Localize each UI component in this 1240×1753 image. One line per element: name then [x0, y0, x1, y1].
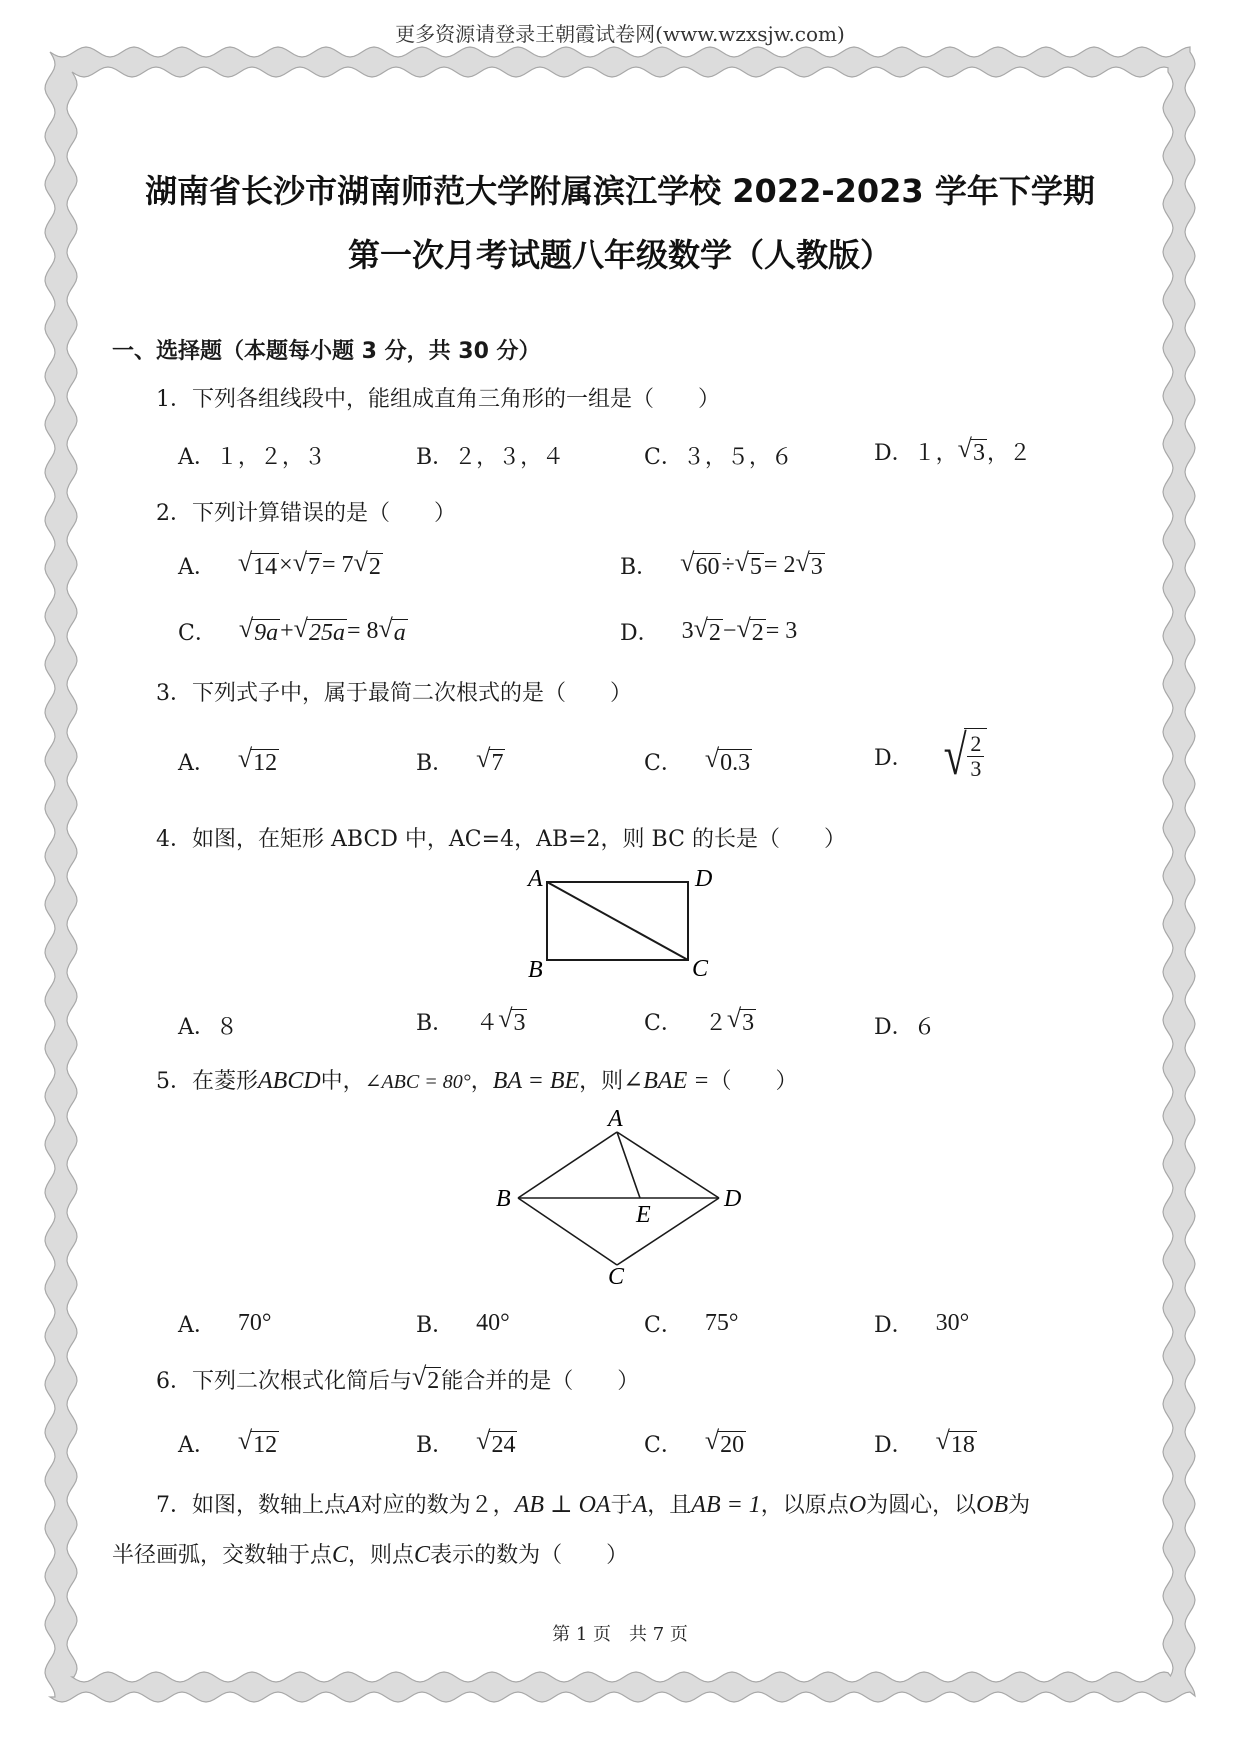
question-7-line1	[156, 1488, 1030, 1519]
question-7-line2	[112, 1538, 628, 1569]
q5-option-c	[644, 1308, 738, 1339]
exam-title-line2: 第一次月考试题八年级数学（人教版）	[347, 236, 892, 274]
stem-text: 为	[1008, 1493, 1031, 1518]
q1-option-d	[874, 436, 1031, 468]
operator: +	[280, 618, 294, 645]
option-letter: D．	[620, 621, 660, 647]
q2-option-c: C． √ 9a + √ 25a = 8 √ a	[178, 614, 406, 647]
option-letter: A．	[178, 751, 216, 777]
rectangle-figure	[520, 862, 740, 990]
q6-option-d: D． √ 18	[874, 1426, 975, 1459]
radicand: 18	[950, 1432, 975, 1458]
q2-option-d: D． 3 √ 2 − √ 2 = 3	[620, 614, 798, 647]
equals: = 7	[322, 552, 354, 579]
option-letter: B．	[416, 1011, 455, 1037]
option-text: ，２	[986, 441, 1031, 467]
option-letter: B．	[416, 1313, 455, 1338]
stem-text: 中，	[320, 1069, 365, 1094]
stem-text: ，则点	[348, 1543, 415, 1568]
q5-option-a	[178, 1308, 272, 1339]
option-letter: C．	[644, 1313, 683, 1338]
radicand: 5	[749, 554, 762, 580]
q6-option-c: C． √ 20	[644, 1426, 745, 1459]
question-4-stem: 4．如图，在矩形 ABCD 中，AC=4，AB=2，则 BC 的长是（ ）	[156, 827, 846, 852]
option-letter: C．	[644, 751, 683, 777]
q5-option-b	[416, 1308, 510, 1339]
radicand: 2	[708, 620, 721, 646]
option-value: 30°	[935, 1310, 970, 1336]
side-bc	[518, 1198, 617, 1265]
math-abcd: ABCD	[258, 1068, 321, 1094]
math-point: O	[848, 1492, 867, 1518]
q1-option-b: B．２，３，４	[416, 445, 565, 470]
vertex-label-c: C	[692, 956, 709, 982]
math-point: A	[632, 1492, 648, 1518]
radicand: 7	[308, 554, 320, 580]
q4-option-b: B． ４ √ 3	[416, 1004, 526, 1037]
q6-option-b: B． √ 24	[416, 1426, 516, 1459]
q2-option-b: B． √ 60 ÷ √ 5 = 2 √ 3	[620, 548, 823, 581]
question-2-stem: 2．下列计算错误的是（ ）	[156, 501, 456, 526]
q1-option-a: A．１，２，３	[178, 445, 326, 470]
radicand: 2	[427, 1368, 440, 1394]
stem-text: 为圆心，以	[866, 1493, 977, 1518]
stem-text: （ ）	[709, 1069, 798, 1094]
option-letter: B．	[620, 555, 659, 581]
q6-option-a: A． √ 12	[178, 1426, 278, 1459]
equals: = 8	[346, 618, 379, 645]
side-cd	[617, 1198, 719, 1265]
coefficient: ２	[704, 1011, 727, 1037]
option-letter: D．	[874, 1313, 914, 1338]
option-letter: D．	[874, 745, 914, 771]
option-value: 70°	[237, 1310, 272, 1336]
option-letter: C．	[178, 621, 217, 647]
q1-option-c: C．３，５，６	[644, 445, 793, 470]
stem-text: 表示的数为（ ）	[430, 1543, 629, 1568]
q2-option-a: A． √ 14 × √ 7 = 7 √ 2	[178, 548, 381, 581]
option-letter: B．	[416, 751, 455, 777]
point-label-e: E	[636, 1202, 651, 1228]
radicand: 0.3	[720, 750, 751, 776]
radicand: 7	[491, 750, 504, 776]
option-letter: A．	[178, 555, 216, 581]
stem-text: 对应的数为２，	[360, 1493, 515, 1518]
stem-text: 6．下列二次根式化简后与	[156, 1369, 412, 1395]
radicand: 12	[253, 1432, 278, 1458]
math-point: C	[332, 1542, 349, 1568]
radicand: a	[393, 620, 406, 646]
coefficient: 3	[681, 618, 694, 645]
vertex-label-b: B	[528, 957, 543, 983]
diagonal-ac	[547, 882, 688, 960]
operator: ÷	[721, 552, 735, 579]
operator: −	[722, 618, 737, 645]
radicand: 20	[720, 1432, 745, 1458]
section-heading: 一、选择题（本题每小题 3 分，共 30 分）	[112, 339, 541, 364]
equals: = 3	[765, 618, 798, 645]
vertex-label-a: A	[528, 866, 543, 892]
coefficient: ４	[476, 1011, 499, 1037]
q4-option-c: C． ２ √ 3	[644, 1004, 755, 1037]
stem-text: ，则	[579, 1069, 624, 1094]
q3-option-b: B． √ 7	[416, 744, 504, 777]
question-5-stem	[156, 1064, 797, 1095]
side-ad	[617, 1132, 719, 1198]
option-value: 40°	[476, 1310, 510, 1336]
segment-ae	[617, 1132, 640, 1198]
source-watermark: 更多资源请登录王朝霞试卷网(www.wzxsjw.com)	[395, 22, 845, 46]
radicand: 24	[491, 1432, 516, 1458]
stem-text: ，	[470, 1069, 493, 1094]
question-6-stem: 6．下列二次根式化简后与 √ 2 能合并的是（ ）	[156, 1362, 640, 1395]
math-point: C	[414, 1542, 431, 1568]
option-value: 75°	[704, 1310, 739, 1336]
vertex-label-d: D	[695, 866, 713, 892]
math-segment: OB	[976, 1492, 1009, 1518]
q4-option-a: A．８	[178, 1015, 238, 1040]
radicand: 60	[695, 554, 720, 580]
side-ab	[518, 1132, 617, 1198]
math-angle: ∠ABC = 80°	[364, 1071, 471, 1093]
option-letter: D．	[874, 441, 914, 467]
option-text: １，	[913, 441, 958, 467]
q3-option-d: D． √ $\frac{2}{3}$	[874, 728, 987, 784]
rhombus-figure	[490, 1108, 750, 1288]
vertex-label-a: A	[608, 1108, 623, 1132]
option-letter: A．	[178, 1313, 216, 1338]
radicand: 3	[742, 1010, 755, 1036]
exam-title-line1: 湖南省长沙市湖南师范大学附属滨江学校 2022-2023 学年下学期	[145, 172, 1095, 210]
stem-text: 于	[610, 1493, 633, 1518]
math-point: A	[346, 1492, 361, 1518]
radicand: 12	[253, 750, 278, 776]
page-footer: 第 1 页 共 7 页	[552, 1624, 688, 1645]
equals: = 2	[763, 552, 796, 579]
radicand: 2	[368, 554, 381, 580]
math-angle-ask: ∠BAE =	[623, 1068, 710, 1094]
option-letter: A．	[178, 1433, 216, 1459]
vertex-label-c: C	[608, 1264, 625, 1288]
q5-option-d	[874, 1308, 969, 1339]
q3-option-c: C． √ 0.3	[644, 744, 751, 777]
question-3-stem: 3．下列式子中，属于最简二次根式的是（ ）	[156, 681, 632, 706]
radicand: 3	[513, 1010, 526, 1036]
math-equation: AB = 1	[691, 1492, 761, 1518]
stem-text: ，以原点	[760, 1493, 849, 1518]
option-letter: C．	[644, 1011, 683, 1037]
q4-option-d: D．６	[874, 1015, 936, 1040]
stem-text: ，且	[647, 1493, 692, 1518]
q3-option-a: A． √ 12	[178, 744, 278, 777]
question-1-stem: 1．下列各组线段中，能组成直角三角形的一组是（ ）	[156, 387, 720, 412]
option-letter: C．	[644, 1433, 683, 1459]
radicand: 25a	[308, 620, 345, 646]
option-letter: B．	[416, 1433, 455, 1459]
math-perpendicular: AB ⊥ OA	[514, 1492, 611, 1518]
operator: ×	[279, 552, 293, 579]
option-letter: D．	[874, 1433, 914, 1459]
vertex-label-b: B	[496, 1186, 511, 1212]
radical: √ 3	[957, 434, 985, 466]
radicand: 3	[810, 554, 823, 580]
radicand: 9a	[254, 620, 279, 646]
numerator: 2	[967, 732, 984, 757]
vertex-label-d: D	[724, 1186, 742, 1212]
stem-text: 半径画弧，交数轴于点	[112, 1543, 333, 1568]
stem-text: 5．在菱形	[156, 1069, 258, 1094]
radicand: 14	[253, 554, 278, 580]
math-equation: BA = BE	[492, 1068, 580, 1094]
denominator: 3	[970, 756, 982, 782]
stem-text: 能合并的是（ ）	[441, 1369, 640, 1395]
radicand: 3	[972, 440, 985, 466]
radicand: 2	[751, 620, 764, 646]
stem-text: 7．如图，数轴上点	[156, 1493, 346, 1518]
